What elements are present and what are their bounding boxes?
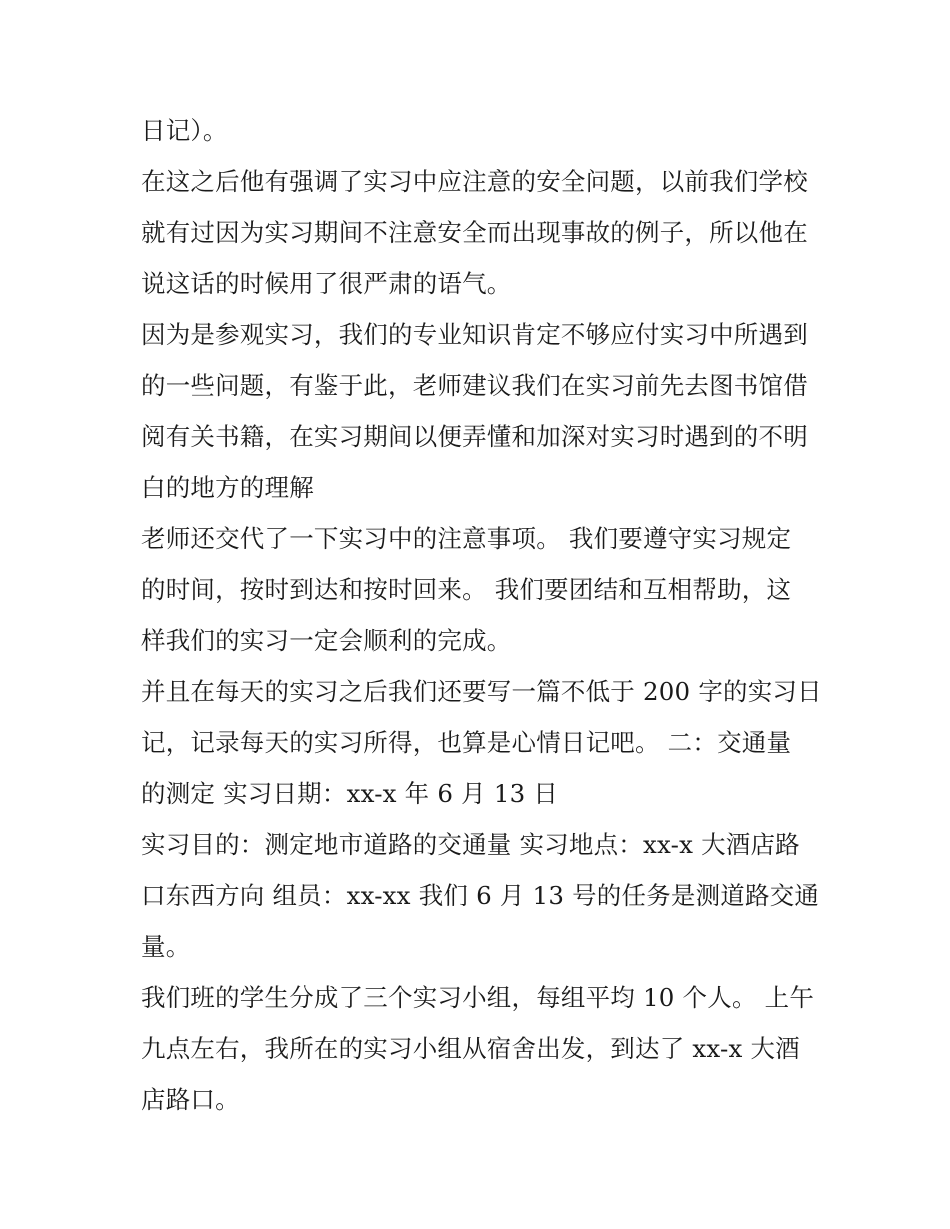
text-line: 店路口。	[141, 1085, 240, 1114]
text-line: 就有过因为实习期间不注意安全而出现事故的例子，所以他在	[141, 218, 808, 247]
text-line: 记，记录每天的实习所得，也算是心情日记吧。 二：交通量	[141, 728, 792, 757]
text-line: 九点左右，我所在的实习小组从宿舍出发，到达了 xx-x 大酒	[141, 1034, 800, 1063]
text-line: 量。	[141, 932, 191, 961]
text-line: 的测定 实习日期：xx-x 年 6 月 13 日	[141, 779, 559, 808]
text-line: 因为是参观实习，我们的专业知识肯定不够应付实习中所遇到	[141, 320, 808, 349]
text-line: 的时间，按时到达和按时回来。 我们要团结和互相帮助，这	[141, 575, 792, 604]
text-line: 在这之后他有强调了实习中应注意的安全问题，以前我们学校	[141, 167, 808, 196]
text-line: 并且在每天的实习之后我们还要写一篇不低于 200 字的实习日	[141, 677, 822, 706]
text-line: 说这话的时候用了很严肃的语气。	[141, 269, 512, 298]
text-line: 老师还交代了一下实习中的注意事项。 我们要遵守实习规定	[141, 524, 792, 553]
text-line: 白的地方的理解	[141, 473, 314, 502]
document-body	[141, 105, 821, 1125]
text-line: 实习目的：测定地市道路的交通量 实习地点：xx-x 大酒店路	[141, 830, 800, 859]
text-line: 阅有关书籍，在实习期间以便弄懂和加深对实习时遇到的不明	[141, 422, 808, 451]
text-line: 样我们的实习一定会顺利的完成。	[141, 626, 512, 655]
text-line: 我们班的学生分成了三个实习小组，每组平均 10 个人。 上午	[141, 983, 815, 1012]
text-line: 日记）。	[141, 116, 228, 145]
text-line: 口东西方向 组员：xx-xx 我们 6 月 13 号的任务是测道路交通	[141, 881, 820, 910]
text-line: 的一些问题，有鉴于此，老师建议我们在实习前先去图书馆借	[141, 371, 808, 400]
